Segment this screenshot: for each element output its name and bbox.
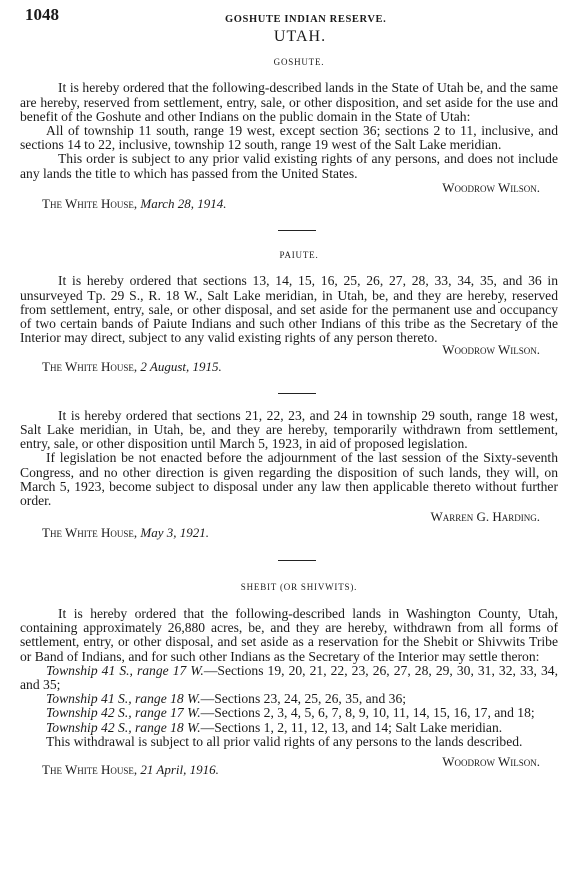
paiute-signature: Woodrow Wilson. xyxy=(442,342,540,358)
goshute-order-paragraph: It is hereby ordered that the following-described lands in the State of Utah be, and the same are hereby, reserved from settlement, entry, sale, or other disposition, and set aside for the use and benefit of the Goshute and other Indians on the public domain in the State of Utah: xyxy=(20,80,558,124)
goshute-place: The White House, xyxy=(42,196,138,212)
shebit-section xyxy=(20,580,558,777)
shebit-township-4-label: Township 42 S., range 18 W. xyxy=(46,719,201,735)
shebit-rights-paragraph: This withdrawal is subject to all prior valid rights of any persons to the lands described. xyxy=(46,733,523,749)
paiute-order-paragraph: It is hereby ordered that sections 13, 14, 15, 16, 25, 26, 27, 28, 33, 34, 35, and 36 in unsurveyed Tp. 29 S., R. 18 W., Salt Lake meridian, in Utah, be, and they are hereby, reserved from settlement, entry, sale, or other disposal, and set aside for the permanent use and occupancy of two certain bands of Paiute Indians and such other Indians of this tribe as the Secretary of the Interior may direct, subject to any valid existing rights of any person thereto. xyxy=(20,273,558,346)
harding-legislation-paragraph: If legislation be not enacted before the adjournment of the last session of the Sixty-seventh Congress, and no other direction is given regarding the disposition of such lands, they will, on March 5, 1923, become subject to disposal under any law then applicable thereto without further order. xyxy=(20,450,558,509)
running-title: GOSHUTE INDIAN RESERVE. xyxy=(225,14,387,25)
paiute-heading: PAIUTE. xyxy=(279,250,319,261)
shebit-township-3-sections: —Sections 2, 3, 4, 5, 6, 7, 8, 9, 10, 11, 14, 15, 16, 17, and 18; xyxy=(200,705,535,721)
shebit-signature: Woodrow Wilson. xyxy=(442,753,540,769)
harding-section xyxy=(20,409,558,541)
shebit-heading: SHEBIT (OR SHIVWITS). xyxy=(240,581,358,592)
shebit-order-paragraph: It is hereby ordered that the following-described lands in Washington County, Utah, containing approximately 26,880 acres, be, and they are hereby, withdrawn from all forms of settlement, entry, or other disposal, and set aside as a reservation for the Shebit or Shivwits Tribe or Band of Indians, and for such other Indians as the Secretary of the Interior may settle theron: xyxy=(20,605,558,664)
goshute-heading: GOSHUTE. xyxy=(273,57,325,68)
goshute-rights-paragraph: This order is subject to any prior valid existing rights of any persons, and does not include any lands the title to which has passed from the United States. xyxy=(20,151,558,181)
goshute-date: March 28, 1914. xyxy=(140,196,227,212)
paiute-date: 2 August, 1915. xyxy=(140,358,222,374)
paiute-section xyxy=(20,248,558,374)
shebit-township-2-label: Township 41 S., range 18 W. xyxy=(46,691,201,707)
shebit-township-1 xyxy=(20,664,558,692)
harding-date: May 3, 1921. xyxy=(140,525,209,541)
paiute-dateline xyxy=(20,360,558,374)
shebit-township-2-sections: —Sections 23, 24, 25, 26, 35, and 36; xyxy=(200,691,407,707)
shebit-township-3 xyxy=(20,706,558,720)
shebit-dateline xyxy=(20,753,558,777)
shebit-date: 21 April, 1916. xyxy=(140,761,219,777)
harding-order-paragraph: It is hereby ordered that sections 21, 22, 23, and 24 in township 29 south, range 18 west, Salt Lake meridian, in Utah, be, and they are hereby, temporarily withdrawn from settlement, entry, sale, or other disposition until March 5, 1923, in aid of proposed legislation. xyxy=(20,407,558,452)
section-divider xyxy=(278,393,316,394)
shebit-township-3-label: Township 42 S., range 17 W. xyxy=(46,705,201,721)
shebit-township-1-sections: —Sections 19, 20, 21, 22, 23, 26, 27, 28, 29, 30, 31, 32, 33, 34, and 35; xyxy=(20,662,558,692)
paiute-place: The White House, xyxy=(42,358,138,374)
page-number: 1048 xyxy=(25,5,59,24)
harding-dateline xyxy=(20,526,558,540)
shebit-township-4-sections: —Sections 1, 2, 11, 12, 13, and 14; Salt Lake meridian. xyxy=(200,719,503,735)
section-divider xyxy=(278,230,316,231)
harding-place: The White House, xyxy=(42,525,138,541)
goshute-signature: Woodrow Wilson. xyxy=(442,179,540,195)
goshute-section xyxy=(20,55,558,211)
section-divider xyxy=(278,560,316,561)
harding-signature: Warren G. Harding. xyxy=(430,509,540,525)
running-header xyxy=(20,5,558,28)
goshute-lands-paragraph: All of township 11 south, range 19 west, except section 36; sections 2 to 11, inclusive, and sections 14 to 22, inclusive, township 12 south, range 19 west of the Salt Lake meridian. xyxy=(20,123,558,153)
goshute-dateline xyxy=(20,197,558,211)
document-page xyxy=(20,5,558,777)
state-heading: UTAH. xyxy=(273,28,327,45)
shebit-township-2 xyxy=(20,692,558,706)
shebit-place: The White House, xyxy=(42,761,138,777)
shebit-township-4 xyxy=(20,721,558,735)
shebit-township-1-label: Township 41 S., range 17 W. xyxy=(46,662,204,678)
